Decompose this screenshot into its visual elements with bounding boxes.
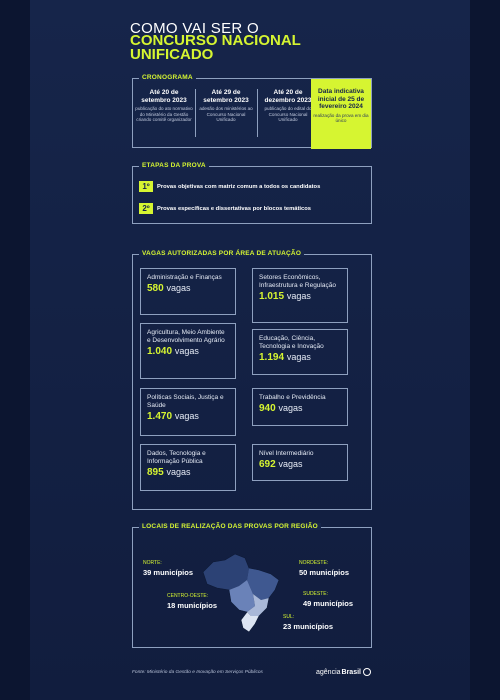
- vaga-count: 1.470: [147, 410, 173, 422]
- title-bold: CONCURSO NACIONAL UNIFICADO: [130, 32, 301, 63]
- vaga-card: [252, 444, 348, 481]
- vaga-unit: vagas: [166, 466, 191, 477]
- vaga-card: [252, 388, 348, 426]
- cronograma-date: Até 29 de setembro 2023: [203, 89, 249, 104]
- left-margin: [0, 0, 30, 700]
- cronograma-date: Até 20 de dezembro 2023: [264, 89, 312, 104]
- region-name-norte: NORTE:: [143, 560, 162, 566]
- region-name-sudeste: SUDESTE:: [303, 591, 329, 597]
- divider: [257, 89, 258, 137]
- etapa-number: 1º: [139, 181, 153, 192]
- region-value-centro-oeste: 18 municípios: [167, 601, 218, 610]
- vaga-card: [140, 444, 236, 491]
- agencia-brasil-logo: [316, 668, 371, 676]
- etapa-item-2: [139, 203, 311, 214]
- vaga-card: [140, 323, 236, 379]
- vaga-value: [147, 411, 229, 422]
- locais-label: LOCAIS DE REALIZAÇÃO DAS PROVAS POR REGIÃO: [139, 523, 321, 530]
- vaga-count: 1.015: [259, 290, 285, 302]
- vaga-count: 1.194: [259, 351, 285, 363]
- cronograma-item-1: [135, 89, 193, 123]
- cronograma-date: Até 20 de setembro 2023: [141, 89, 187, 104]
- cronograma-label: CRONOGRAMA: [139, 74, 196, 81]
- etapas-box: [132, 162, 372, 224]
- vaga-unit: vagas: [174, 345, 199, 356]
- vaga-area: Administração e Finanças: [147, 274, 222, 281]
- vaga-value: [259, 459, 341, 470]
- vaga-area: Educação, Ciência, Tecnologia e Inovação: [259, 335, 324, 350]
- region-value-sul: 23 municípios: [283, 622, 334, 631]
- vaga-area: Agricultura, Meio Ambiente e Desenvolvimento Agrário: [147, 329, 225, 344]
- cronograma-desc: publicação do ato normativo do Ministério da Gestão criando comitê organizador: [135, 106, 193, 123]
- region-name-centro-oeste: CENTRO-OESTE:: [167, 593, 209, 599]
- vaga-count: 940: [259, 402, 276, 414]
- vaga-area: Setores Econômicos, Infraestrutura e Regulação: [259, 274, 336, 289]
- brand-light: agência: [316, 668, 341, 676]
- brand-circle-icon: [363, 668, 371, 676]
- vaga-area: Nível Intermediário: [259, 450, 314, 457]
- vaga-value: [147, 283, 229, 294]
- vaga-value: [259, 352, 341, 363]
- vaga-area: Políticas Sociais, Justiça e Saúde: [147, 394, 224, 409]
- region-value-sudeste: 49 municípios: [303, 599, 354, 608]
- vaga-card: [140, 268, 236, 315]
- vaga-unit: vagas: [278, 402, 303, 413]
- locais-box: [132, 523, 372, 648]
- title-light: COMO VAI SER O: [130, 20, 259, 37]
- region-name-nordeste: NORDESTE:: [299, 560, 329, 566]
- vaga-unit: vagas: [166, 282, 191, 293]
- vaga-value: [147, 467, 229, 478]
- highlight-date: Data indicativa inicial de 25 de fevereiro 2024: [317, 88, 365, 110]
- cronograma-desc: publicação do edital do Concurso Nacional Unificado: [264, 106, 312, 123]
- vaga-area: Dados, Tecnologia e Informação Pública: [147, 450, 206, 465]
- divider: [195, 89, 196, 137]
- source-note: Fonte: Ministério da Gestão e Inovação em Serviços Públicos: [132, 670, 263, 675]
- vaga-count: 692: [259, 458, 276, 470]
- vaga-unit: vagas: [174, 410, 199, 421]
- etapas-label: ETAPAS DA PROVA: [139, 162, 209, 169]
- etapa-text: Provas específicas e dissertativas por blocos temáticos: [157, 205, 312, 212]
- highlight-desc: realização da prova em dia único: [313, 112, 369, 124]
- etapa-number: 2º: [139, 203, 153, 214]
- brand-bold: Brasil: [341, 668, 361, 676]
- cronograma-item-3: [259, 89, 317, 123]
- vaga-unit: vagas: [286, 290, 311, 301]
- vaga-value: [147, 346, 229, 357]
- vaga-card: [252, 329, 348, 375]
- cronograma-box: [132, 74, 372, 148]
- vaga-count: 580: [147, 282, 164, 294]
- etapa-text: Provas objetivas com matriz comum a todos os candidatos: [157, 183, 321, 190]
- region-name-sul: SUL:: [283, 614, 295, 620]
- vaga-card: [140, 388, 236, 436]
- cronograma-desc: adesão dos ministérios ao Concurso Nacional Unificado: [199, 106, 253, 123]
- region-value-nordeste: 50 municípios: [299, 568, 350, 577]
- vaga-value: [259, 291, 341, 302]
- vagas-box: [132, 250, 372, 510]
- cronograma-highlight: [311, 79, 371, 149]
- brazil-regions-map: [199, 550, 283, 634]
- region-value-norte: 39 municípios: [143, 568, 194, 577]
- etapa-item-1: [139, 181, 320, 192]
- cronograma-item-2: [197, 89, 255, 123]
- vaga-card: [252, 268, 348, 323]
- vaga-unit: vagas: [286, 351, 311, 362]
- right-margin: [470, 0, 500, 700]
- vaga-unit: vagas: [278, 458, 303, 469]
- vaga-area: Trabalho e Previdência: [259, 394, 326, 401]
- vaga-value: [259, 403, 341, 414]
- vaga-count: 1.040: [147, 345, 173, 357]
- vaga-count: 895: [147, 466, 164, 478]
- infographic-content: [120, 0, 382, 700]
- vagas-label: VAGAS AUTORIZADAS POR ÁREA DE ATUAÇÃO: [139, 250, 304, 257]
